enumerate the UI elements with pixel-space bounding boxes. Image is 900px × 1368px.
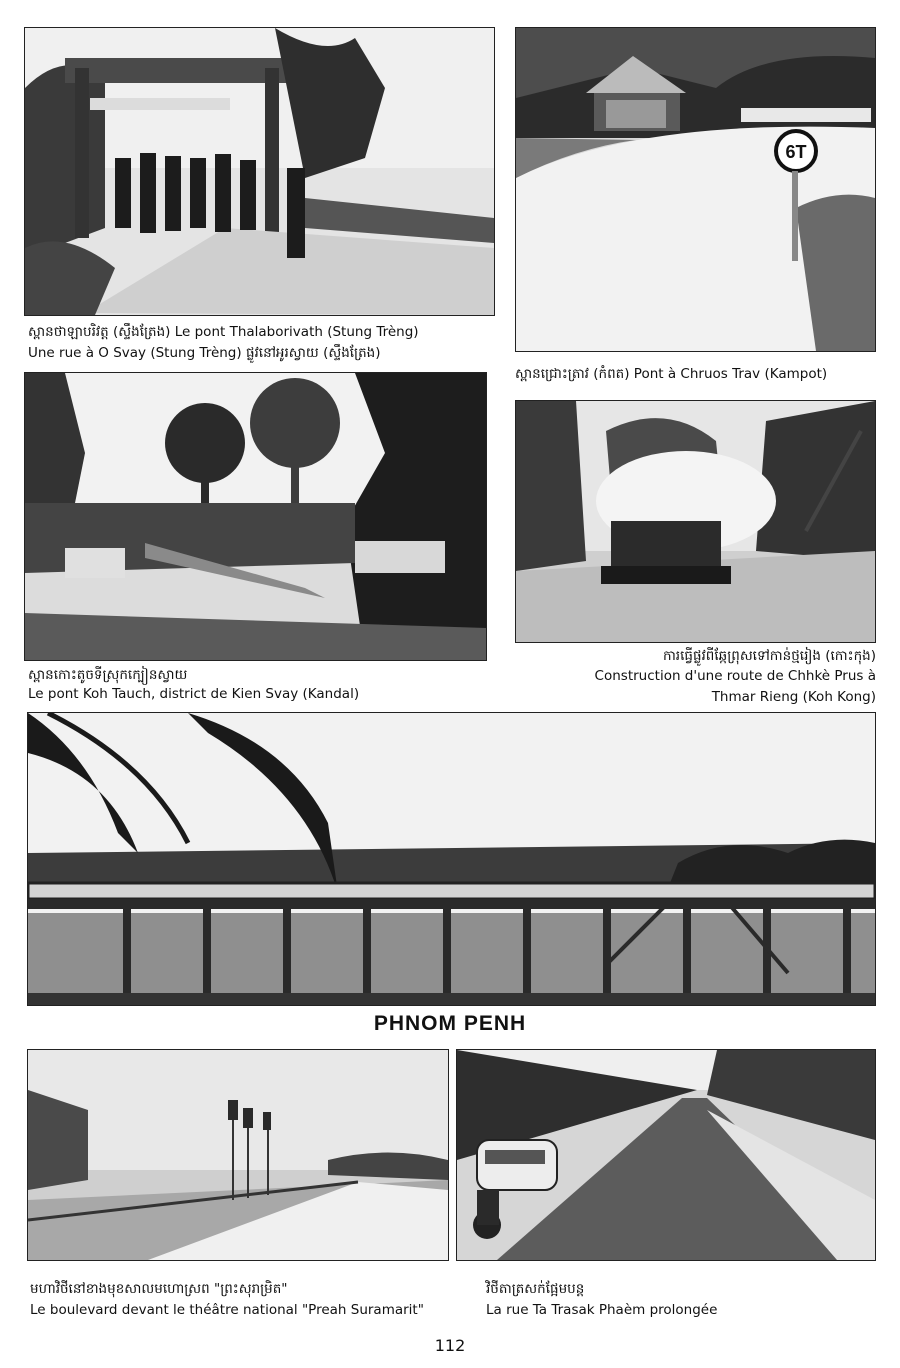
photo-bridge-panorama (27, 712, 876, 1006)
road-sign-label: 6T (785, 142, 807, 162)
caption-photo-7-line-1: វិថីតាត្រសក់ផ្អែមបន្ត (486, 1281, 585, 1297)
photo-boulevard-theatre (27, 1049, 449, 1261)
caption-photo-3-line-1: ស្ពានកោះតូចទីស្រុកក្បៀនស្វាយ (28, 667, 188, 683)
caption-photo-4-line-2: Construction d'une route de Chhkè Prus à (594, 668, 876, 684)
caption-photo-4-line-3: Thmar Rieng (Koh Kong) (711, 689, 876, 705)
photo-rue-ta-trasak-phaem (456, 1049, 876, 1261)
section-heading-phnom-penh: PHNOM PENH (373, 1012, 527, 1035)
caption-photo-2-line-1: ស្ពានជ្រោះត្រាវ (កំពត) Pont à Chruos Trav (Kampot) (515, 366, 828, 382)
photo-pont-thalaborivath (24, 27, 495, 316)
caption-photo-1-line-1: ស្ពានថាឡាបរិវត្ត (ស្ទឹងត្រែង) Le pont Thalaborivath (Stung Trèng) (28, 324, 419, 340)
caption-photo-6-line-1: មហាវិថីនៅខាងមុខសាលមហោស្រព "ព្រះសុរាម្រិត" (30, 1281, 288, 1297)
caption-photo-6-line-2: Le boulevard devant le théâtre national "Preah Suramarit" (30, 1302, 424, 1318)
caption-photo-4-line-1: ការធ្វើផ្លូវពីឆ្កែព្រុសទៅកាន់ថ្មរៀង (កោះកុង) (662, 648, 876, 664)
photo-pont-koh-tauch (24, 372, 487, 661)
page-number: 112 (434, 1336, 466, 1355)
photo-pont-chruos-trav (515, 27, 876, 352)
caption-photo-3-line-2: Le pont Koh Tauch, district de Kien Svay (Kandal) (28, 686, 360, 702)
photo-construction-route (515, 400, 876, 643)
caption-photo-1-line-2: Une rue à O Svay (Stung Trèng) ផ្លូវនៅអូរស្វាយ (ស្ទឹងត្រែង) (28, 345, 381, 361)
caption-photo-7-line-2: La rue Ta Trasak Phaèm prolongée (486, 1302, 718, 1318)
